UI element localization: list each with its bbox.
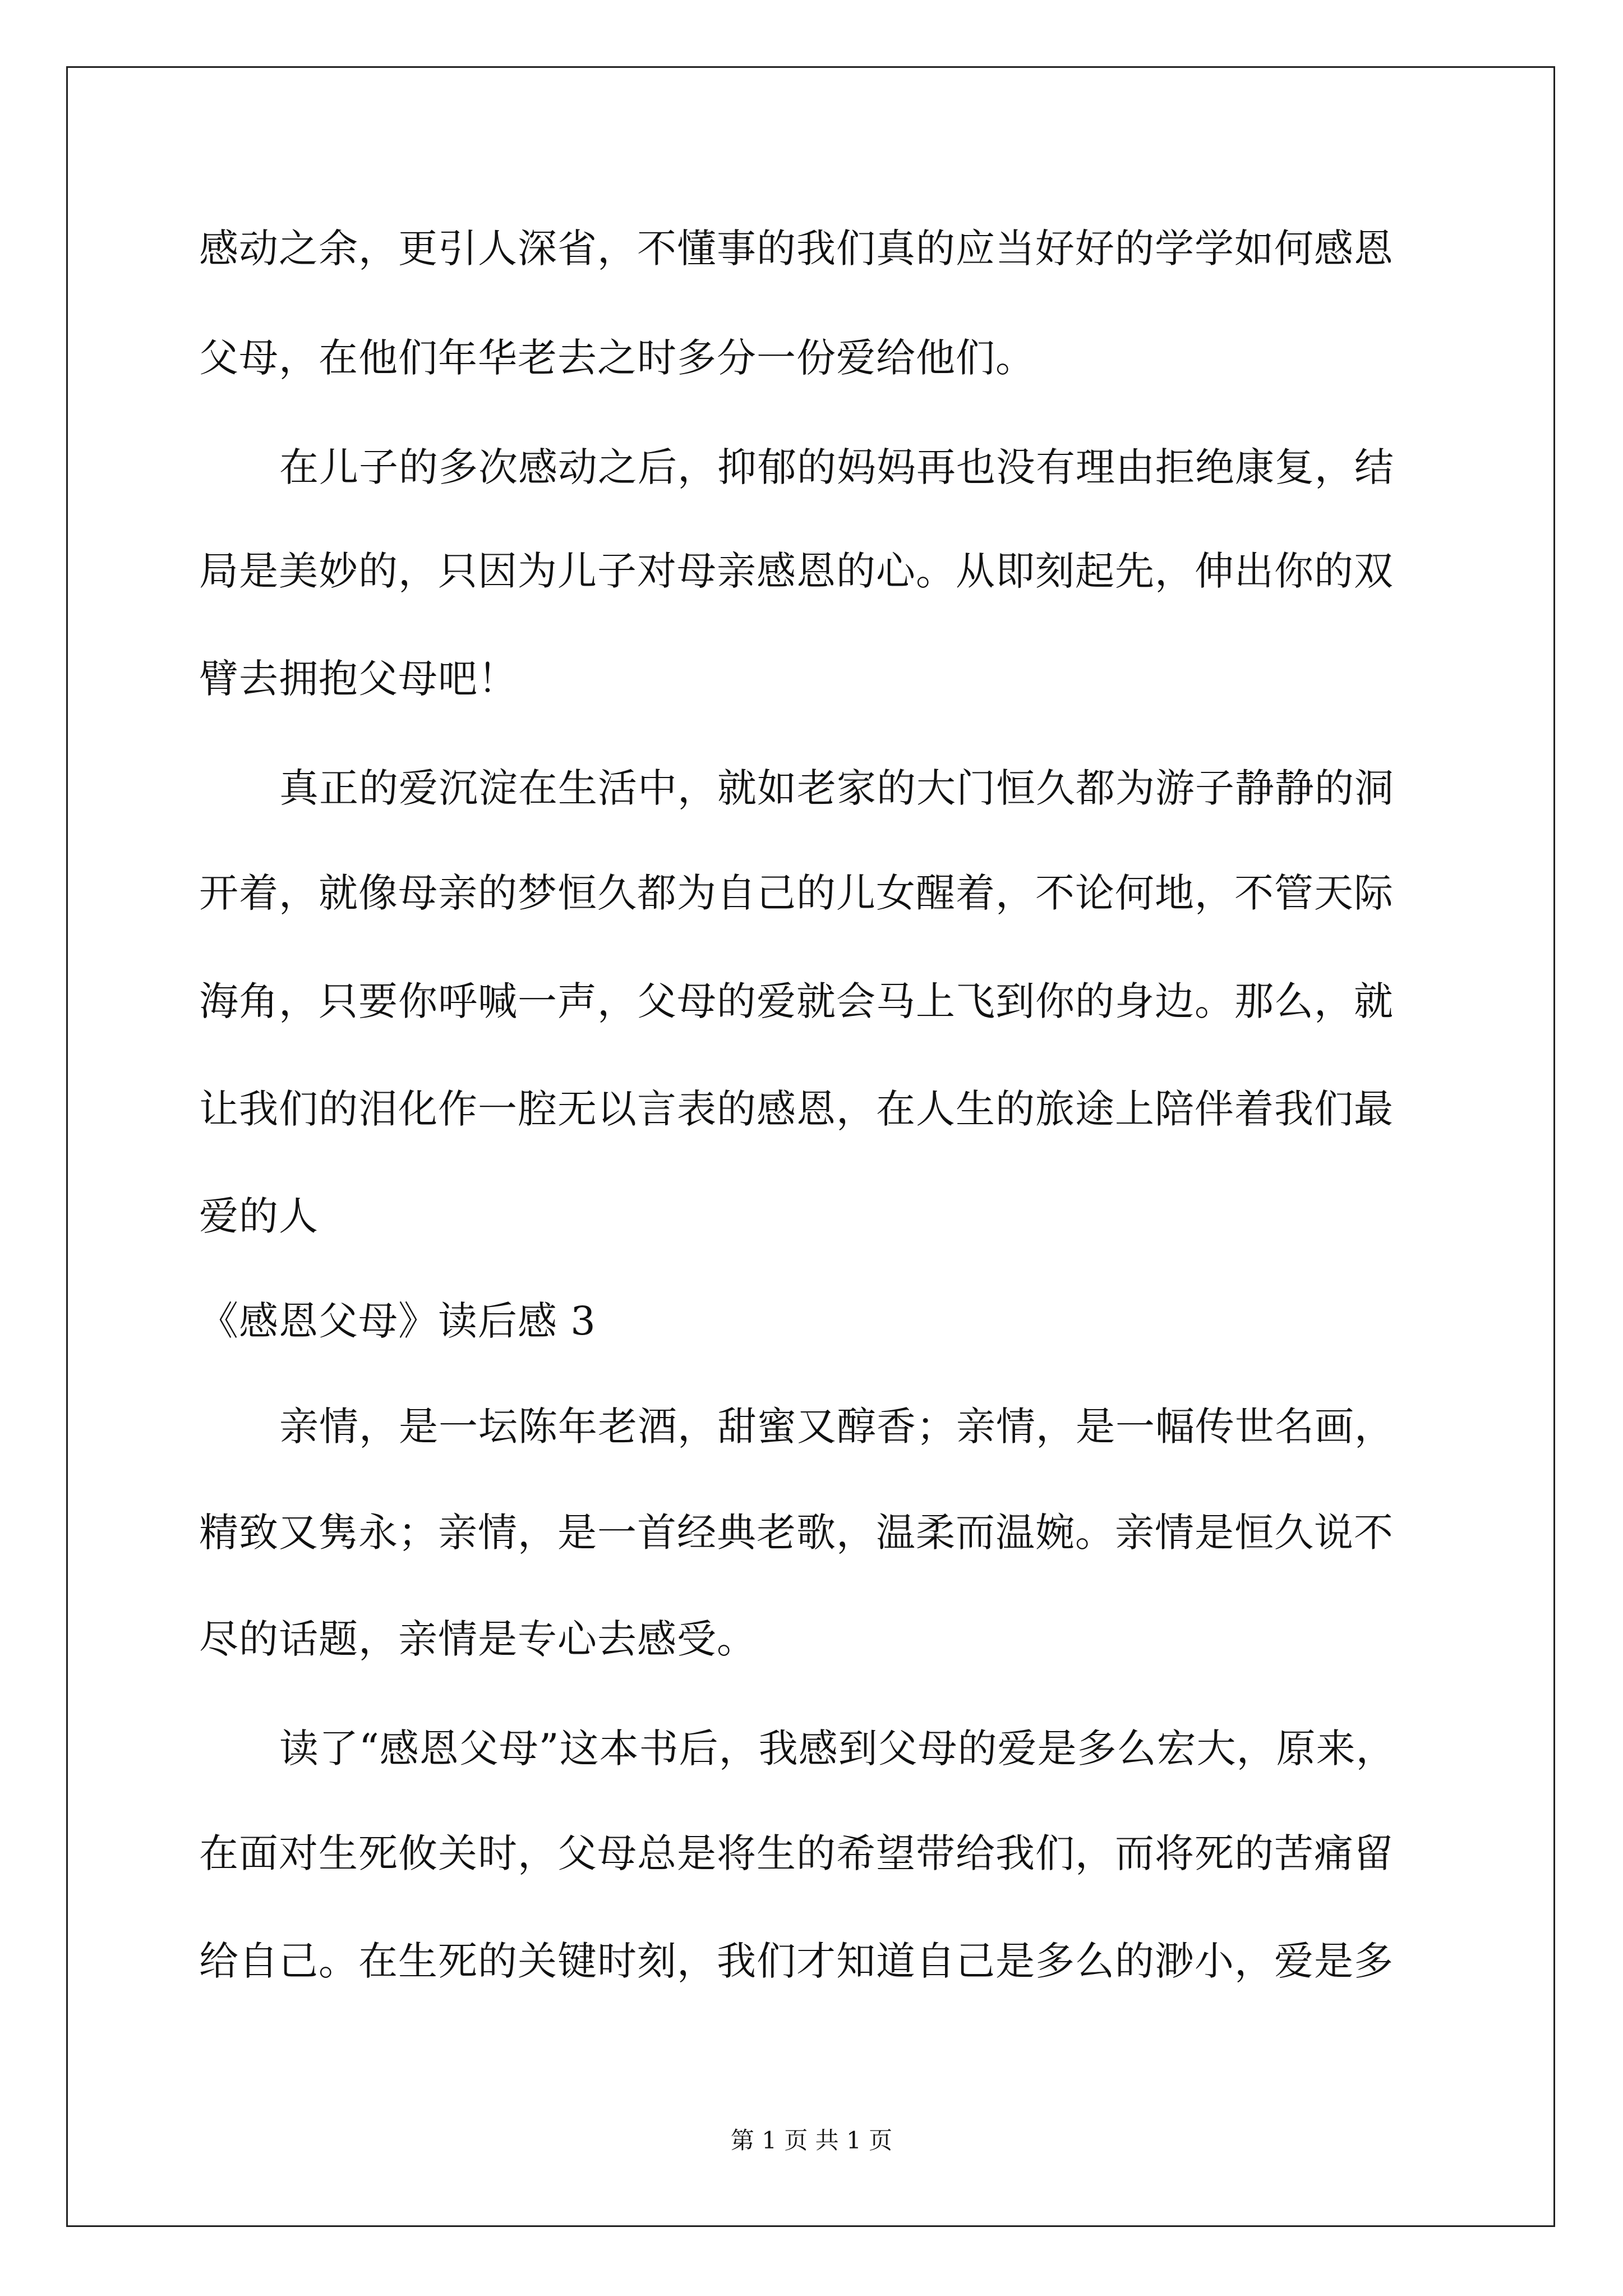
- text-line: 开着，就像母亲的梦恒久都为自己的儿女醒着，不论何地，不管天际: [199, 870, 1394, 916]
- page-footer: 第 1 页 共 1 页: [730, 2127, 893, 2154]
- text-line: 海角，只要你呼喊一声，父母的爱就会马上飞到你的身边。那么，就: [199, 978, 1394, 1024]
- page-border: [66, 66, 1555, 2227]
- text-line: 给自己。在生死的关键时刻，我们才知道自己是多么的渺小，爱是多: [199, 1938, 1394, 1984]
- text-line: 在面对生死攸关时，父母总是将生的希望带给我们，而将死的苦痛留: [199, 1830, 1394, 1876]
- paragraph-start-line: 亲情，是一坛陈年老酒，甜蜜又醇香；亲情，是一幅传世名画，: [279, 1404, 1394, 1450]
- text-line: 父母，在他们年华老去之时多分一份爱给他们。: [199, 335, 1035, 381]
- paragraph-start-line: 真正的爱沉淀在生活中，就如老家的大门恒久都为游子静静的洞: [279, 765, 1394, 811]
- text-line: 感动之余，更引人深省，不懂事的我们真的应当好好的学学如何感恩: [199, 226, 1394, 272]
- text-line: 精致又隽永；亲情，是一首经典老歌，温柔而温婉。亲情是恒久说不: [199, 1510, 1394, 1556]
- text-line: 让我们的泪化作一腔无以言表的感恩，在人生的旅途上陪伴着我们最: [199, 1086, 1394, 1132]
- text-line: 局是美妙的，只因为儿子对母亲感恩的心。从即刻起先，伸出你的双: [199, 548, 1394, 594]
- section-heading: 《感恩父母》读后感 3: [199, 1298, 596, 1344]
- text-line: 爱的人: [199, 1193, 319, 1239]
- paragraph-start-line: 在儿子的多次感动之后，抑郁的妈妈再也没有理由拒绝康复，结: [279, 444, 1394, 490]
- text-line: 尽的话题，亲情是专心去感受。: [199, 1616, 757, 1662]
- paragraph-start-line: 读了“感恩父母”这本书后，我感到父母的爱是多么宏大，原来，: [279, 1726, 1396, 1772]
- text-line: 臂去拥抱父母吧！: [199, 656, 518, 702]
